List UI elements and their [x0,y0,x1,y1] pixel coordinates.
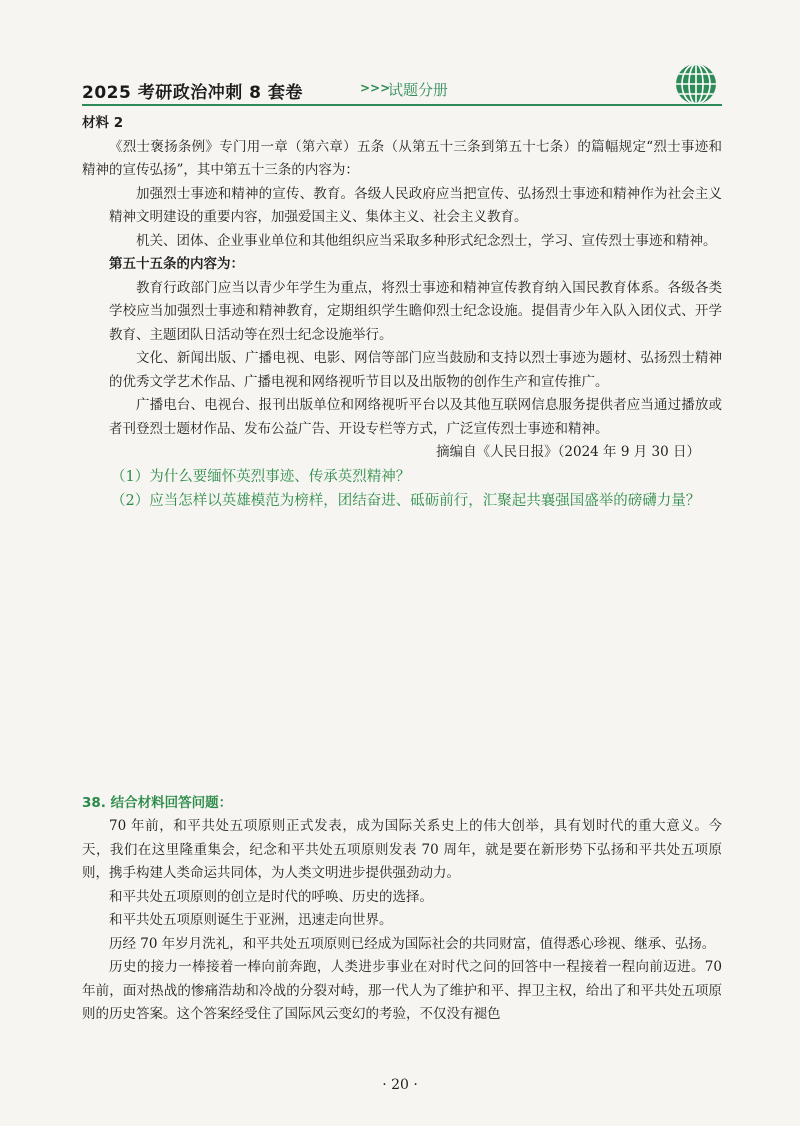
material-2-block [82,112,722,513]
q38-paragraph: 和平共处五项原则的创立是时代的呼唤、历史的选择。 [109,888,433,905]
header-title: 2025 考研政治冲刺 8 套卷 [82,83,303,103]
material-intro: 《烈士褒扬条例》专门用一章（第六章）五条（从第五十三条到第五十七条）的篇幅规定“烈士事迹和精神的宣传弘扬”，其中第五十三条的内容为： [82,138,722,178]
q38-paragraph: 历史的接力一棒接着一棒向前奔跑，人类进步事业在对时代之问的回答中一程接着一程向前迈进。70 年前，面对热战的惨痛浩劫和冷战的分裂对峙，那一代人为了维护和平、捍卫主权，给出了和平共处五项原则的历史答案。这个答案经受住了国际风云变幻的考验，不仅没有褪色 [82,959,722,1022]
question-2: （2）应当怎样以英雄模范为榜样，团结奋进、砥砺前行，汇聚起共襄强国盛举的磅礴力量？ [111,492,701,509]
q38-paragraph: 70 年前，和平共处五项原则正式发表，成为国际关系史上的伟大创举，具有划时代的重大意义。今天，我们在这里隆重集会，纪念和平共处五项原则发表 70 周年，就是要在新形势下弘扬和平共处五项原则，携手构建人类命运共同体，为人类文明进步提供强劲动力。 [82,818,722,881]
header-rule [82,104,722,106]
material-label: 材料 2 [82,115,124,131]
question-1: （1）为什么要缅怀英烈事迹、传承英烈精神？ [111,468,411,485]
article-53-para: 加强烈士事迹和精神的宣传、教育。各级人民政府应当把宣传、弘扬烈士事迹和精神作为社会主义精神文明建设的重要内容，加强爱国主义、集体主义、社会主义教育。 [109,185,722,225]
article-55-para: 教育行政部门应当以青少年学生为重点，将烈士事迹和精神宣传教育纳入国民教育体系。各级各类学校应当加强烈士事迹和精神教育，定期组织学生瞻仰烈士纪念设施。提倡青少年入队入团仪式、开学教育、主题团队日活动等在烈士纪念设施举行。 [109,279,722,343]
q38-paragraph: 历经 70 年岁月洗礼，和平共处五项原则已经成为国际社会的共同财富，值得悉心珍视、继承、弘扬。 [109,935,716,952]
header-arrows: >>> [360,81,391,95]
article-55-label: 第五十五条的内容为： [109,256,244,272]
article-53-para: 机关、团体、企业事业单位和其他组织应当采取多种形式纪念烈士，学习、宣传烈士事迹和精神。 [136,232,717,249]
article-55-para: 广播电台、电视台、报刊出版单位和网络视听平台以及其他互联网信息服务提供者应当通过播放或者刊登烈士题材作品、发布公益广告、开设专栏等方式，广泛宣传烈士事迹和精神。 [109,397,722,437]
question-38-label: 38. 结合材料回答问题： [82,795,233,811]
article-53 [82,183,722,442]
article-55-para: 文化、新闻出版、广播电视、电影、网信等部门应当鼓励和支持以烈士事迹为题材、弘扬烈士精神的优秀文学艺术作品、广播电视和网络视听节目以及出版物的创作生产和宣传推广。 [109,350,722,390]
material-source: 摘编自《人民日报》（2024 年 9 月 30 日） [436,444,700,460]
question-38-material [82,815,722,1027]
header-section: 试题分册 [388,81,449,99]
q38-paragraph: 和平共处五项原则诞生于亚洲，迅速走向世界。 [109,912,393,928]
page-header [82,74,722,104]
page-number: · 20 · [382,1077,418,1093]
globe-icon [672,60,720,108]
